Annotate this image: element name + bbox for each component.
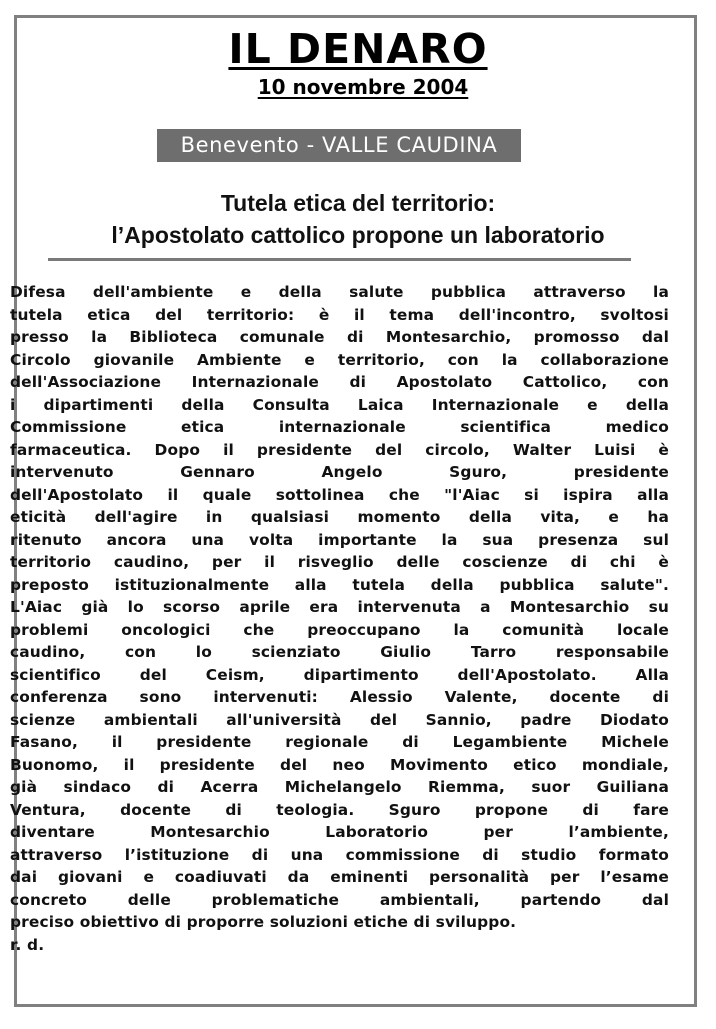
- body-line: territorio caudino, per il risveglio delle coscienze di chi è: [10, 553, 669, 571]
- masthead-title: IL DENARO: [228, 25, 488, 73]
- body-line: dell'Apostolato il quale sottolinea che "l'Aiac si ispira alla: [10, 485, 669, 504]
- body-line: ritenuto ancora una volta importante la sua presenza sul: [10, 530, 669, 549]
- body-line: farmaceutica. Dopo il presidente del circolo, Walter Luisi è: [10, 440, 669, 459]
- body-line: preciso obiettivo di proporre soluzioni etiche di sviluppo.: [10, 913, 517, 931]
- body-line: conferenza sono intervenuti: Alessio Valente, docente di: [10, 688, 669, 706]
- headline-line-2: l’Apostolato cattolico propone un laboratorio: [111, 222, 605, 248]
- body-line: concreto delle problematiche ambientali, partendo dal: [10, 890, 669, 909]
- body-line: dai giovani e coadiuvati da eminenti personalità per l’esame: [10, 868, 669, 886]
- body-line: tutela etica del territorio: è il tema dell'incontro, svoltosi: [10, 305, 669, 324]
- article-body: [10, 281, 669, 956]
- article-headline: [0, 187, 716, 251]
- body-line: Fasano, il presidente regionale di Legambiente Michele: [10, 733, 669, 751]
- body-line: i dipartimenti della Consulta Laica Internazionale e della: [10, 395, 669, 414]
- section-label: Benevento - VALLE CAUDINA: [157, 129, 521, 162]
- body-line: Buonomo, il presidente del neo Movimento etico mondiale,: [10, 755, 669, 774]
- body-line: scienze ambientali all'università del Sannio, padre Diodato: [10, 710, 669, 729]
- body-line: Circolo giovanile Ambiente e territorio, con la collaborazione: [10, 350, 669, 369]
- body-line: presso la Biblioteca comunale di Montesarchio, promosso dal: [10, 328, 669, 346]
- body-line: già sindaco di Acerra Michelangelo Riemma, suor Guiliana: [10, 778, 669, 796]
- body-line: attraverso l’istituzione di una commissione di studio formato: [10, 845, 669, 864]
- body-line: problemi oncologici che preoccupano la comunità locale: [10, 620, 669, 639]
- headline-line-1: Tutela etica del territorio:: [220, 190, 496, 216]
- body-line: r. d.: [10, 935, 45, 954]
- publication-date: 10 novembre 2004: [257, 75, 469, 99]
- body-line: Ventura, docente di teologia. Sguro propone di fare: [10, 800, 669, 819]
- body-line: caudino, con lo scienziato Giulio Tarro responsabile: [10, 643, 669, 661]
- body-line: eticità dell'agire in qualsiasi momento della vita, e ha: [10, 508, 669, 526]
- body-line: diventare Montesarchio Laboratorio per l’ambiente,: [10, 823, 669, 841]
- headline-divider: [48, 258, 631, 261]
- body-line: L'Aiac già lo scorso aprile era intervenuta a Montesarchio su: [10, 598, 669, 616]
- body-line: scientifico del Ceism, dipartimento dell'Apostolato. Alla: [10, 665, 669, 684]
- body-line: intervenuto Gennaro Angelo Sguro, presidente: [10, 463, 669, 481]
- body-line: preposto istituzionalmente alla tutela della pubblica salute".: [10, 575, 669, 594]
- body-line: Difesa dell'ambiente e della salute pubblica attraverso la: [10, 283, 669, 301]
- body-line: dell'Associazione Internazionale di Apostolato Cattolico, con: [10, 373, 669, 391]
- body-line: Commissione etica internazionale scientifica medico: [10, 418, 669, 436]
